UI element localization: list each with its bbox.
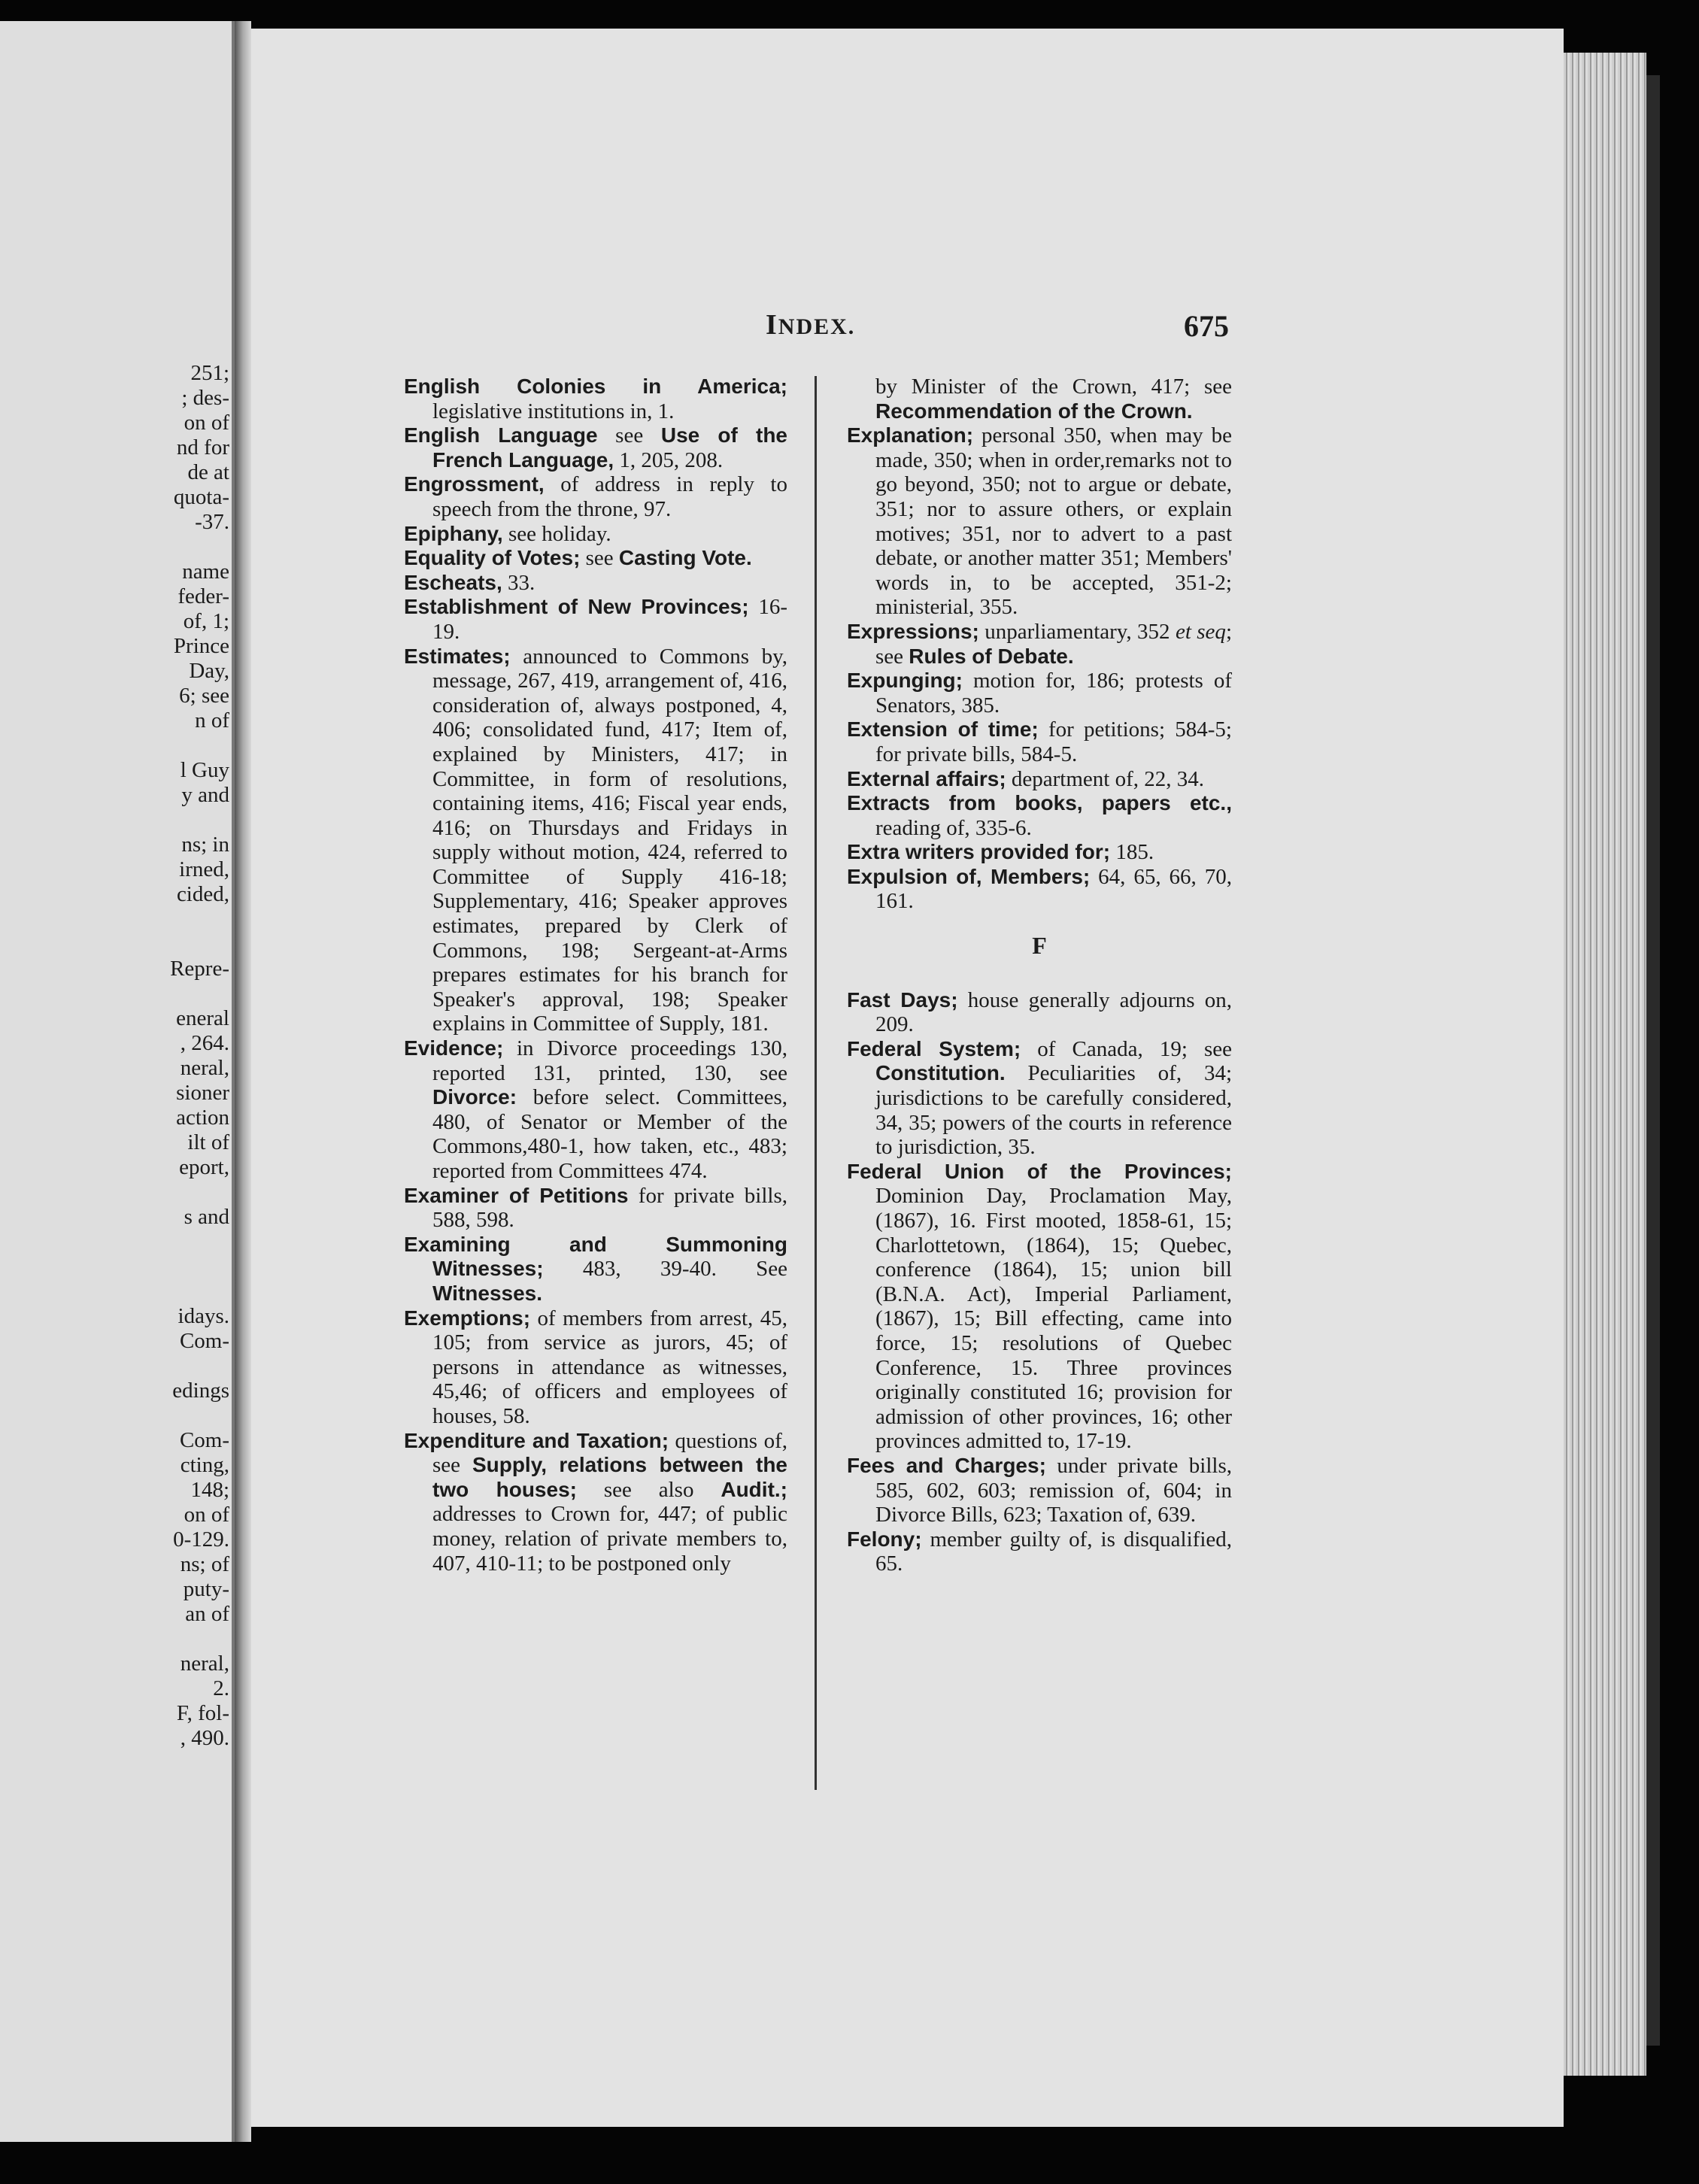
left-page-text-fragment <box>0 932 229 957</box>
index-headword: External affairs; <box>847 766 1006 790</box>
left-page-text-fragment <box>0 535 229 560</box>
index-text: legislative institutions in, 1. <box>432 399 675 423</box>
index-headword: Witnesses. <box>432 1281 543 1305</box>
index-text: of members from arrest, 45, 105; from service as jurors, 45; of persons in attendance as witnesses, 45,46; of officers and employees of houses, 58. <box>432 1306 787 1428</box>
left-page-text-fragment: of, 1; <box>183 609 229 633</box>
left-page-text-fragment: ; des- <box>181 386 229 410</box>
left-page-text-fragment: feder- <box>177 584 229 608</box>
index-headword: Examiner of Petitions <box>404 1183 629 1207</box>
left-page-text-fragment: , 264. <box>180 1031 229 1055</box>
index-headword: Examining and Summoning Witnesses; <box>404 1232 787 1281</box>
index-headword: Expressions; <box>847 619 979 643</box>
left-page-text-fragment: 148; <box>190 1478 229 1502</box>
index-text: house generally adjourns on, 209. <box>875 987 1232 1037</box>
index-headword: Constitution. <box>875 1061 1006 1085</box>
index-text: unparliamentary, 352 <box>978 619 1176 644</box>
index-entry <box>404 1429 787 1576</box>
index-text: ; see <box>875 619 1232 669</box>
page-edge-shadow <box>1646 75 1660 2046</box>
book-gutter <box>235 21 251 2142</box>
index-headword: Divorce: <box>432 1085 517 1109</box>
index-headword: Escheats, <box>404 570 502 594</box>
left-page-text-fragment: action <box>176 1106 229 1130</box>
left-page-text-fragment: cting, <box>180 1453 229 1477</box>
index-headword: Recommendation of the Crown. <box>875 399 1193 423</box>
index-text: 185. <box>1110 840 1154 865</box>
index-text: 483, 39-40. See <box>543 1257 787 1282</box>
left-page-fragments <box>0 361 229 1751</box>
index-entry <box>847 988 1232 1037</box>
left-page-text-fragment <box>0 1180 229 1205</box>
left-page-text-fragment: puty- <box>183 1577 229 1601</box>
index-entry <box>404 375 787 423</box>
left-page-text-fragment: 2. <box>213 1676 229 1700</box>
left-page-text-fragment: on of <box>184 1503 229 1527</box>
index-entry <box>847 865 1232 914</box>
index-column-right <box>847 375 1232 1576</box>
index-text: of address in reply to speech from the throne, 97. <box>432 472 787 521</box>
index-entry <box>404 522 787 547</box>
index-entry <box>404 1184 787 1233</box>
page-number: 675 <box>1184 309 1229 343</box>
left-page-text-fragment: s and <box>184 1205 229 1229</box>
index-headword: Audit.; <box>721 1477 787 1501</box>
index-text: addresses to Crown for, 447; of public money, relation of private members to, 407, 410-11; to be postponed only <box>432 1502 787 1576</box>
left-page-text-fragment: Com- <box>179 1329 229 1353</box>
left-page-text-fragment <box>0 808 229 833</box>
left-page-text-fragment: , 490. <box>180 1726 229 1750</box>
index-entry <box>847 1037 1232 1160</box>
left-page-text-fragment: de at <box>187 460 229 484</box>
left-page-text-fragment: name <box>182 560 229 584</box>
left-page-text-fragment: 0-129. <box>173 1527 229 1552</box>
index-headword: Equality of Votes; <box>404 546 581 570</box>
left-page-text-fragment: ilt of <box>187 1130 229 1154</box>
index-text: 64, 65, 66, 70, 161. <box>875 864 1232 914</box>
left-page-text-fragment: F, fol- <box>176 1701 229 1725</box>
index-headword: Expenditure and Taxation; <box>404 1428 669 1452</box>
left-page-text-fragment: Com- <box>179 1428 229 1452</box>
index-text: Peculiarities of, 34; jurisdictions to be carefully considered, 34, 35; powers of the courts in reference to jurisdiction, 35. <box>875 1061 1232 1160</box>
index-headword: Extracts from books, papers etc., <box>847 791 1232 815</box>
index-entry <box>847 840 1232 865</box>
index-headword: Evidence; <box>404 1036 504 1060</box>
left-page-text-fragment <box>0 1254 229 1279</box>
index-entry <box>847 791 1232 840</box>
index-headword: Casting Vote. <box>618 546 752 570</box>
left-page-text-fragment: Day, <box>189 659 229 683</box>
page-edges <box>1564 53 1646 2076</box>
left-page-text-fragment: ns; in <box>181 833 229 857</box>
index-headword: Federal Union of the Provinces; <box>847 1159 1232 1183</box>
index-text: reading of, 335-6. <box>875 815 1032 840</box>
left-page-text-fragment: neral, <box>180 1652 229 1676</box>
index-headword: Felony; <box>847 1527 922 1551</box>
left-page-text-fragment: y and <box>181 783 229 807</box>
index-headword: Explanation; <box>847 423 974 447</box>
index-headword: Engrossment, <box>404 472 545 496</box>
left-page-text-fragment: n of <box>195 708 229 733</box>
index-entry <box>404 645 787 1037</box>
index-entry <box>847 423 1232 620</box>
left-page-text-fragment: irned, <box>179 857 229 881</box>
index-text: see <box>580 546 619 571</box>
index-text: department of, 22, 34. <box>1006 766 1204 791</box>
index-text: personal 350, when may be made, 350; when in order,remarks not to go beyond, 350; not to argue or debate, 351; nor to assure others, or explain motives; 351, nor to advert to a past debate, or another matter 351; Members' words in, to be accepted, 351-2; ministerial, 355. <box>875 423 1232 620</box>
index-entry <box>847 620 1232 669</box>
index-entry <box>404 423 787 472</box>
left-page-text-fragment: eport, <box>179 1155 229 1179</box>
index-entry <box>847 375 1232 423</box>
index-headword: Extra writers provided for; <box>847 840 1111 864</box>
left-page-text-fragment: Repre- <box>170 957 229 981</box>
index-text: see <box>597 423 661 448</box>
index-headword: Federal System; <box>847 1036 1021 1060</box>
left-page-text-fragment: quota- <box>173 485 229 509</box>
left-page-text-fragment <box>0 981 229 1006</box>
index-headword: Expunging; <box>847 669 963 693</box>
index-entry <box>847 767 1232 792</box>
left-page-text-fragment: 6; see <box>179 684 229 708</box>
index-text: see holiday. <box>502 521 611 546</box>
index-entry <box>847 669 1232 717</box>
index-text: questions of, see <box>432 1428 787 1478</box>
index-headword: Exemptions; <box>404 1306 531 1330</box>
index-text: for private bills, 588, 598. <box>432 1183 787 1233</box>
index-text: motion for, 186; protests of Senators, 385. <box>875 669 1232 717</box>
index-column-left <box>404 375 787 1576</box>
left-page-text-fragment <box>0 1403 229 1428</box>
index-italic: et seq <box>1175 619 1226 644</box>
left-page-text-fragment <box>0 1627 229 1652</box>
left-page-text-fragment: -37. <box>195 510 229 534</box>
section-letter: F <box>1032 932 1047 960</box>
left-page-text-fragment: ns; of <box>180 1552 229 1576</box>
left-page-text-fragment: eneral <box>176 1006 229 1030</box>
index-headword: Establishment of New Provinces; <box>404 595 749 619</box>
running-head: INDEX. <box>766 309 856 341</box>
index-text: for petitions; 584-5; for private bills, 584-5. <box>875 717 1232 766</box>
index-text: member guilty of, is disqualified, 65. <box>875 1527 1232 1576</box>
left-page-text-fragment: edings <box>172 1379 229 1403</box>
left-page-text-fragment: sioner <box>176 1081 229 1105</box>
index-entry <box>847 717 1232 766</box>
index-text: by Minister of the Crown, 417; see <box>875 375 1232 399</box>
left-page-text-fragment <box>0 907 229 932</box>
column-rule <box>815 376 817 1790</box>
left-page-text-fragment: idays. <box>177 1304 229 1328</box>
index-text: 16-19. <box>432 595 787 644</box>
left-page-text-fragment: nd for <box>176 435 229 460</box>
index-headword: Estimates; <box>404 644 511 668</box>
index-headword: Expulsion of, Members; <box>847 864 1091 888</box>
left-page-text-fragment <box>0 1230 229 1254</box>
index-entry <box>404 472 787 521</box>
index-headword: Epiphany, <box>404 521 503 545</box>
index-headword: English Language <box>404 423 598 447</box>
left-page-text-fragment: Prince <box>173 634 229 658</box>
left-page-text-fragment: an of <box>185 1602 229 1626</box>
index-headword: Supply, relations between the two houses; <box>432 1453 788 1501</box>
left-page-text-fragment: 251; <box>190 361 229 385</box>
index-headword: English Colonies in America; <box>404 375 787 398</box>
index-entry <box>404 595 787 644</box>
index-text: see also <box>576 1477 721 1502</box>
index-text: 1, 205, 208. <box>614 447 724 472</box>
index-text: Dominion Day, Proclamation May, (1867), 16. First mooted, 1858-61, 15; Charlottetown, (1864), 15; Quebec, conference (1864), 15; union bill (B.N.A. Act), Imperial Parliament, (1867), 15; Bill effecting, came into force, 15; resolutions of Quebec Conference, 15. Three provinces originally constituted 16; provision for admission of other provinces, 16; other provinces admitted to, 17-19. <box>875 1184 1232 1454</box>
index-text: 33. <box>502 570 535 595</box>
index-headword: Fees and Charges; <box>847 1453 1046 1477</box>
index-text: in Divorce proceedings 130, reported 131, printed, 130, see <box>432 1036 787 1085</box>
index-entry <box>847 1160 1232 1454</box>
left-page-text-fragment: on of <box>184 411 229 435</box>
left-page-text-fragment <box>0 1279 229 1304</box>
index-entry <box>404 1306 787 1429</box>
left-page-text-fragment: cided, <box>176 882 229 906</box>
index-entry <box>404 1036 787 1184</box>
left-page-text-fragment: l Guy <box>180 758 229 782</box>
index-text: of Canada, 19; see <box>1021 1036 1232 1061</box>
index-entry <box>404 571 787 596</box>
index-text: before select. Committees, 480, of Senator or Member of the Commons,480-1, how taken, etc., 483; reported from Committees 474. <box>432 1085 787 1183</box>
left-page-text-fragment <box>0 1354 229 1379</box>
left-page-text-fragment: neral, <box>180 1056 229 1080</box>
index-text: announced to Commons by, message, 267, 419, arrangement of, 416, consideration of, always postponed, 4, 406; consolidated fund, 417; Item of, explained by Ministers, 417; in Committee, in form of resolutions, containing items, 416; Fiscal year ends, 416; on Thursdays and Fridays in supply without motion, 424, referred to Committee of Supply 416-18; Supplementary, 416; Speaker approves estimates, prepared by Clerk of Commons, 198; Sergeant-at-Arms prepares estimates for his branch for Speaker's approval, 198; Speaker explains in Committee of Supply, 181. <box>432 644 787 1036</box>
index-headword: Use of the French Language, <box>432 423 787 472</box>
index-text: under private bills, 585, 602, 603; remission of, 604; in Divorce Bills, 623; Taxation of, 639. <box>875 1453 1232 1527</box>
left-page-text-fragment <box>0 733 229 758</box>
index-entry <box>847 1454 1232 1527</box>
index-entry <box>847 1527 1232 1576</box>
index-headword: Fast Days; <box>847 987 958 1012</box>
index-entry <box>404 1233 787 1306</box>
index-headword: Extension of time; <box>847 717 1039 742</box>
index-headword: Rules of Debate. <box>909 644 1074 668</box>
index-entry <box>404 546 787 571</box>
